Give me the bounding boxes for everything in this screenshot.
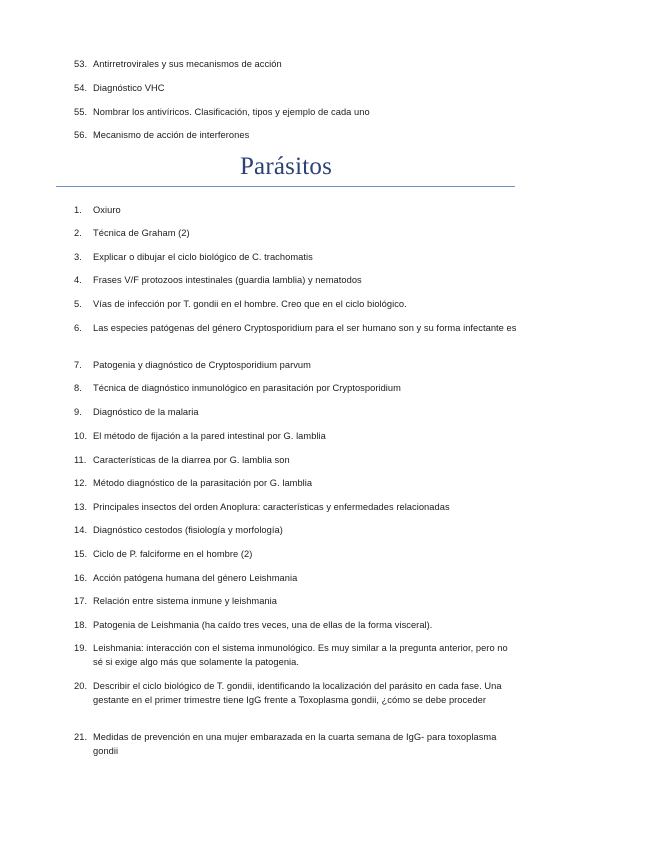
item-number: 14. [74, 525, 88, 535]
item-number: 1. [74, 205, 82, 215]
item-number: 10. [74, 431, 88, 441]
list-item [74, 128, 519, 142]
list-item [74, 453, 519, 467]
list-item [74, 381, 519, 395]
item-text: Vías de infección por T. gondii en el hombre. Creo que en el ciclo biológico. [93, 299, 407, 309]
item-number: 12. [74, 478, 88, 488]
list-item [74, 297, 519, 311]
list-item [74, 641, 519, 669]
item-text: Diagnóstico VHC [93, 83, 165, 93]
item-text: Diagnóstico cestodos (fisiología y morfología) [93, 525, 283, 535]
list-item [74, 105, 519, 119]
item-number: 17. [74, 596, 88, 606]
item-number: 8. [74, 383, 82, 393]
item-text: Patogenia y diagnóstico de Cryptosporidium parvum [93, 360, 311, 370]
item-text: Mecanismo de acción de interferones [93, 130, 250, 140]
item-text: Técnica de Graham (2) [93, 228, 190, 238]
list-item [74, 429, 519, 443]
list-item [74, 358, 519, 372]
item-text: Frases V/F protozoos intestinales (guardia lamblia) y nematodos [93, 275, 362, 285]
item-number: 7. [74, 360, 82, 370]
item-number: 4. [74, 275, 82, 285]
item-text: Principales insectos del orden Anoplura: características y enfermedades relacionadas [93, 502, 450, 512]
item-text: Características de la diarrea por G. lamblia son [93, 455, 290, 465]
item-text: Las especies patógenas del género Cryptosporidium para el ser humano son y su forma infectante es [93, 323, 517, 333]
item-text: El método de fijación a la pared intestinal por G. lamblia [93, 431, 326, 441]
item-number: 6. [74, 323, 82, 333]
list-item [74, 571, 519, 585]
item-number: 5. [74, 299, 82, 309]
item-text: Describir el ciclo biológico de T. gondii, identificando la localización del parásito en cada fase. Una gestante en el primer trimestre tiene IgG frente a Toxoplasma gondii, ¿cómo se debe proceder [93, 681, 502, 705]
item-number: 3. [74, 252, 82, 262]
item-number: 53. [74, 59, 88, 69]
item-number: 19. [74, 643, 88, 653]
item-number: 9. [74, 407, 82, 417]
item-text: Relación entre sistema inmune y leishmania [93, 596, 277, 606]
list-item [74, 730, 519, 758]
item-text: Nombrar los antivíricos. Clasificación, tipos y ejemplo de cada uno [93, 107, 370, 117]
item-text: Ciclo de P. falciforme en el hombre (2) [93, 549, 253, 559]
list-item [74, 523, 519, 537]
list-item [74, 250, 519, 264]
list-item [74, 405, 519, 419]
item-text: Diagnóstico de la malaria [93, 407, 199, 417]
list-item [74, 203, 519, 217]
item-text: Método diagnóstico de la parasitación por G. lamblia [93, 478, 313, 488]
list-item [74, 679, 519, 707]
list-item [74, 57, 519, 71]
list-item [74, 500, 519, 514]
list-item [74, 81, 519, 95]
item-number: 55. [74, 107, 88, 117]
item-text: Técnica de diagnóstico inmunológico en parasitación por Cryptosporidium [93, 383, 401, 393]
item-number: 21. [74, 732, 88, 742]
item-text: Acción patógena humana del género Leishmania [93, 573, 298, 583]
item-text: Leishmania: interacción con el sistema inmunológico. Es muy similar a la pregunta anterior, pero no sé si exige algo más que solamente la patogenia. [93, 643, 508, 667]
item-text: Explicar o dibujar el ciclo biológico de C. trachomatis [93, 252, 313, 262]
item-text: Oxiuro [93, 205, 121, 215]
item-number: 11. [74, 455, 87, 465]
section-heading: Parásitos [239, 153, 333, 180]
list-item [74, 618, 519, 632]
item-number: 56. [74, 130, 88, 140]
item-number: 54. [74, 83, 88, 93]
list-item [74, 226, 519, 240]
item-number: 20. [74, 681, 88, 691]
item-number: 15. [74, 549, 88, 559]
item-number: 13. [74, 502, 88, 512]
item-number: 16. [74, 573, 88, 583]
heading-underline [56, 186, 515, 187]
item-text: Patogenia de Leishmania (ha caído tres veces, una de ellas de la forma visceral). [93, 620, 433, 630]
item-text: Antirretrovirales y sus mecanismos de acción [93, 59, 282, 69]
item-number: 2. [74, 228, 82, 238]
list-item [74, 476, 519, 490]
item-text: Medidas de prevención en una mujer embarazada en la cuarta semana de IgG- para toxoplasma gondii [93, 732, 497, 756]
list-item [74, 273, 519, 287]
list-item [74, 594, 519, 608]
list-item [74, 547, 519, 561]
item-number: 18. [74, 620, 88, 630]
list-item [74, 321, 519, 335]
